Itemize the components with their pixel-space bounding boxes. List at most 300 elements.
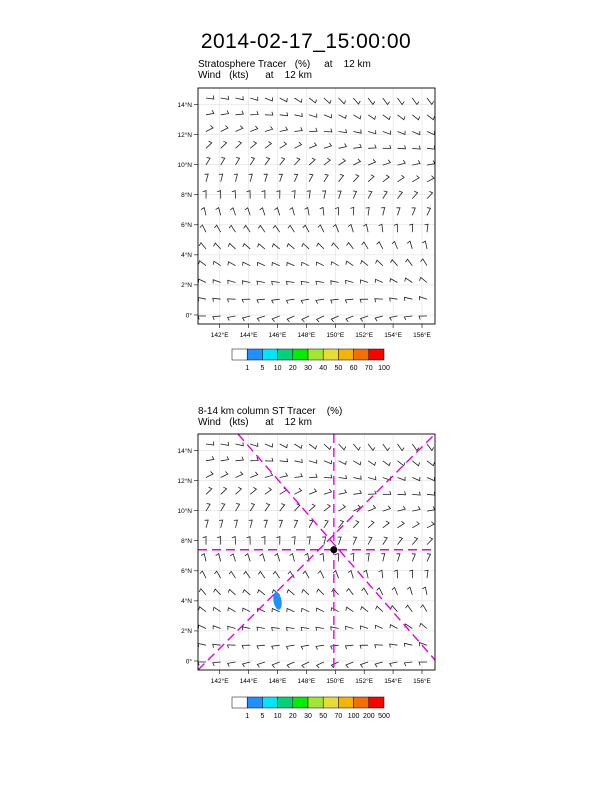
wind-barb	[412, 477, 420, 481]
lat-tick-label: 6°N	[181, 568, 192, 576]
wind-barb	[294, 488, 301, 494]
wind-barb	[294, 444, 302, 448]
wind-barb	[294, 113, 302, 117]
lon-tick-label: 150°E	[326, 332, 345, 339]
wind-barb	[245, 208, 250, 216]
wind-barb	[250, 457, 258, 461]
wind-barb	[368, 115, 376, 120]
wind-barb	[221, 487, 227, 494]
wind-barb	[375, 645, 383, 649]
colorbar-swatch	[369, 349, 384, 360]
wind-barb	[348, 225, 353, 233]
wind-barb	[346, 316, 353, 322]
wind-barb	[405, 297, 413, 301]
wind-barb	[301, 281, 309, 285]
wind-barb	[353, 115, 361, 119]
wind-barb	[425, 570, 429, 578]
wind-barb	[353, 521, 359, 528]
wind-barb	[201, 208, 206, 216]
wind-barb	[383, 175, 389, 182]
wind-barb	[302, 244, 309, 249]
wind-barb	[198, 298, 206, 302]
colorbar-label: 50	[319, 713, 328, 720]
wind-barb	[427, 522, 434, 528]
wind-barb	[390, 279, 398, 283]
wind-barb	[265, 97, 273, 101]
wind-barb	[236, 158, 240, 166]
colorbar-swatch	[354, 697, 369, 708]
wind-barb	[250, 504, 254, 512]
wind-barb	[250, 111, 258, 115]
wind-barb	[257, 316, 265, 321]
wind-barb	[309, 520, 313, 528]
lat-tick-label: 10°N	[177, 161, 192, 169]
wind-barb	[390, 644, 398, 648]
wind-barb	[405, 643, 413, 647]
wind-barb	[346, 626, 354, 630]
wind-barb	[236, 472, 243, 478]
wind-barb	[412, 160, 420, 165]
wind-barb	[339, 159, 346, 166]
wind-barb	[258, 590, 265, 595]
wind-barb	[273, 226, 280, 233]
wind-barb	[206, 125, 213, 131]
wind-barb	[206, 471, 213, 477]
wind-barb	[309, 460, 317, 464]
wind-barb	[244, 226, 251, 233]
wind-barb	[368, 505, 375, 511]
wind-barb	[398, 175, 405, 182]
wind-barb	[305, 208, 310, 216]
wind-barb	[302, 262, 310, 266]
wind-barb	[339, 444, 346, 450]
lat-tick-label: 8°N	[181, 538, 192, 546]
wind-barb	[420, 623, 428, 628]
wind-barb	[242, 627, 250, 631]
wind-barb	[345, 299, 353, 303]
colorbar-swatch	[232, 349, 247, 360]
wind-barb	[272, 244, 280, 249]
lon-tick-label: 146°E	[268, 678, 287, 685]
wind-barb	[339, 505, 346, 512]
wind-barb	[375, 299, 383, 303]
wind-barb	[221, 158, 225, 166]
wind-barb	[258, 226, 265, 233]
lat-tick-label: 2°N	[181, 628, 192, 636]
wind-barb	[375, 662, 383, 667]
wind-barb	[287, 299, 295, 303]
wind-barb	[348, 571, 353, 579]
wind-barb	[280, 98, 288, 102]
wind-barb	[398, 115, 406, 120]
wind-barb	[427, 191, 433, 198]
wind-barb	[258, 244, 265, 249]
wind-barb	[398, 131, 406, 135]
wind-barb	[394, 224, 398, 232]
wind-barb	[301, 645, 309, 649]
wind-barb	[335, 553, 339, 561]
wind-barb	[205, 174, 209, 182]
wind-barb	[250, 472, 258, 478]
wind-barb	[335, 207, 339, 215]
wind-barb	[409, 224, 413, 232]
tracer-blob	[272, 591, 283, 610]
wind-barb	[257, 627, 265, 631]
wind-barb	[368, 130, 376, 134]
wind-barb	[272, 299, 280, 303]
wind-barb	[427, 161, 435, 166]
wind-barb	[353, 130, 361, 134]
lat-tick-label: 4°N	[181, 252, 192, 260]
wind-barb	[390, 298, 398, 302]
panel1-subtitle: Wind (kts) at 12 km	[198, 70, 312, 81]
colorbar-label: 20	[288, 713, 297, 720]
wind-barb	[228, 243, 235, 249]
wind-barb	[353, 461, 361, 465]
wind-barb	[427, 444, 434, 450]
wind-barb	[280, 112, 288, 116]
wind-barb	[368, 159, 375, 165]
wind-barb	[199, 589, 206, 595]
wind-barb	[275, 208, 280, 216]
wind-barb	[228, 262, 236, 266]
wind-barb	[316, 281, 324, 285]
wind-barb	[383, 461, 391, 466]
wind-barb	[394, 570, 398, 578]
wind-barb	[353, 175, 359, 182]
wind-barb	[250, 443, 258, 447]
wind-barb	[324, 475, 332, 478]
wind-barb	[236, 457, 244, 461]
wind-barb	[427, 554, 431, 562]
wind-barb	[280, 458, 288, 462]
wind-barb	[392, 242, 398, 249]
wind-barb	[331, 281, 339, 285]
wind-barb	[198, 662, 206, 665]
wind-barb	[228, 316, 236, 321]
wind-barb	[201, 554, 206, 562]
wind-barb	[331, 662, 338, 668]
wind-barb	[381, 554, 385, 562]
lat-tick-label: 8°N	[181, 192, 192, 200]
colorbar-label: 100	[347, 713, 360, 720]
wind-barb	[265, 126, 273, 131]
wind-barb	[294, 127, 302, 131]
wind-barb	[339, 461, 347, 465]
wind-barb	[309, 174, 313, 182]
wind-barb	[383, 160, 391, 165]
wind-barb	[200, 225, 206, 232]
wind-barb	[383, 98, 390, 105]
wind-barb	[346, 261, 354, 266]
wind-barb	[377, 242, 383, 249]
colorbar-label: 20	[288, 365, 297, 372]
wind-barb	[243, 316, 251, 321]
lat-tick-label: 0°	[185, 312, 192, 320]
wind-barb	[375, 316, 383, 321]
wind-barb	[275, 554, 280, 562]
colorbar-swatch	[323, 697, 338, 708]
lat-tick-label: 12°N	[177, 131, 192, 139]
wind-barb	[264, 174, 268, 182]
wind-barb	[396, 554, 400, 562]
wind-barb	[324, 504, 330, 511]
wind-barb	[339, 115, 347, 119]
wind-barb	[309, 504, 315, 511]
wind-barb	[287, 590, 294, 595]
wind-barb	[294, 504, 300, 511]
wind-barb	[406, 605, 413, 612]
wind-barb	[294, 142, 301, 148]
wind-barb	[376, 606, 383, 612]
wind-barb	[287, 627, 295, 631]
wind-barb	[216, 554, 221, 562]
cross-section-line	[198, 434, 435, 670]
colorbar-swatch	[278, 349, 293, 360]
colorbar-swatch	[308, 349, 323, 360]
wind-barb	[324, 114, 332, 118]
wind-barb	[398, 145, 406, 149]
wind-barb	[272, 281, 280, 285]
wind-barb	[427, 461, 435, 466]
wind-barb	[422, 587, 427, 595]
wind-barb	[353, 159, 360, 165]
wind-barb	[427, 98, 434, 104]
wind-barb	[427, 146, 435, 150]
wind-barb	[242, 645, 250, 649]
wind-barb	[427, 131, 435, 135]
wind-barb	[339, 98, 346, 104]
wind-barb	[324, 143, 332, 148]
wind-barb	[309, 474, 317, 478]
wind-barb	[236, 96, 244, 100]
wind-barb	[376, 260, 383, 266]
lon-tick-label: 148°E	[297, 678, 316, 685]
wind-barb	[316, 262, 324, 266]
storm-center-marker	[330, 546, 337, 553]
wind-barb	[427, 176, 434, 182]
wind-barb	[221, 110, 229, 114]
colorbar-swatch	[278, 697, 293, 708]
wind-barb	[412, 176, 419, 182]
map-frame	[198, 88, 435, 324]
wind-barb	[383, 491, 391, 494]
colorbar-swatch	[247, 697, 262, 708]
lon-tick-label: 152°E	[355, 678, 374, 685]
wind-barb	[427, 507, 435, 512]
wind-barb	[412, 461, 419, 466]
wind-barb	[221, 141, 227, 148]
lon-tick-label: 154°E	[384, 678, 402, 685]
wind-barb	[280, 444, 288, 448]
wind-barb	[257, 262, 265, 266]
lat-tick-label: 6°N	[181, 222, 192, 230]
wind-barb	[345, 645, 353, 649]
wind-barb	[287, 263, 295, 267]
wind-barb	[412, 444, 419, 451]
wind-barb	[427, 115, 435, 120]
wind-barb	[265, 488, 272, 495]
wind-barb	[264, 520, 268, 528]
wind-barb	[301, 627, 309, 631]
wind-barb	[404, 316, 412, 320]
wind-barb	[427, 537, 433, 544]
wind-barb	[309, 128, 317, 132]
colorbar-label: 10	[273, 365, 282, 372]
wind-barb	[347, 243, 354, 249]
wind-barb	[243, 590, 250, 595]
wind-barb	[339, 174, 344, 181]
wind-barb	[198, 644, 206, 648]
panel2-subtitle: Wind (kts) at 12 km	[198, 417, 312, 428]
wind-barb	[419, 297, 427, 301]
wind-barb	[391, 260, 398, 266]
wind-barb	[301, 299, 309, 303]
wind-barb	[303, 225, 309, 232]
wind-barb	[421, 605, 428, 612]
wind-barb	[257, 662, 265, 667]
wind-barb	[422, 241, 427, 249]
wind-barb	[265, 472, 273, 477]
wind-barb	[309, 444, 317, 449]
wind-barb	[230, 554, 235, 562]
wind-barb	[375, 625, 383, 629]
wind-barb	[206, 504, 210, 512]
colorbar-label: 10	[273, 713, 282, 720]
panel1-colorbar	[232, 349, 390, 372]
wind-barb	[353, 98, 360, 104]
wind-barb	[287, 316, 294, 322]
wind-barb	[333, 225, 339, 233]
wind-barb	[412, 98, 419, 105]
wind-barb	[405, 278, 413, 283]
wind-barb	[383, 115, 391, 120]
colorbar-swatch	[338, 697, 353, 708]
wind-barb	[339, 129, 347, 133]
wind-barb	[427, 208, 431, 216]
wind-barb	[309, 98, 317, 103]
wind-barb	[398, 160, 406, 165]
wind-barb	[243, 608, 251, 612]
wind-barb	[294, 520, 298, 528]
wind-barb	[368, 444, 375, 450]
wind-barb	[398, 477, 406, 481]
wind-barb	[206, 487, 212, 494]
lon-tick-label: 144°E	[239, 678, 258, 685]
wind-barb	[205, 520, 209, 528]
colorbar-label: 30	[304, 713, 312, 720]
wind-barb	[236, 442, 244, 446]
wind-barb	[257, 281, 265, 285]
panel1-title: Stratosphere Tracer (%) at 12 km	[198, 59, 371, 70]
colorbar-label: 50	[334, 365, 343, 372]
panel2-map	[177, 434, 435, 685]
wind-barb	[383, 521, 389, 528]
wind-barb	[279, 520, 283, 528]
wind-barb	[391, 606, 398, 612]
wind-barb	[398, 461, 406, 466]
wind-barb	[198, 279, 206, 283]
wind-barb	[290, 208, 295, 216]
wind-barb	[324, 98, 331, 103]
wind-barb	[324, 520, 328, 528]
lat-tick-label: 12°N	[177, 477, 192, 485]
wind-barb	[353, 490, 361, 494]
wind-barb	[243, 662, 251, 667]
wind-barb	[412, 146, 420, 150]
wind-barb	[265, 443, 273, 447]
wind-barb	[339, 144, 347, 149]
wind-barb	[287, 609, 295, 613]
wind-barb	[324, 158, 330, 165]
wind-barb	[324, 444, 331, 449]
wind-barb	[398, 491, 406, 495]
wind-barb	[427, 492, 435, 496]
wind-barb	[302, 662, 309, 668]
wind-barb	[229, 225, 236, 232]
wind-barb	[294, 174, 298, 182]
wind-barb	[318, 225, 324, 232]
colorbar-label: 40	[319, 365, 328, 372]
wind-barb	[198, 625, 206, 629]
colorbar-label: 70	[364, 365, 373, 372]
wind-barb	[206, 456, 214, 461]
wind-barb	[309, 114, 317, 118]
wind-barb	[294, 459, 302, 463]
wind-barb	[280, 158, 285, 166]
wind-barb	[287, 662, 294, 668]
wind-barb	[260, 554, 265, 562]
wind-barb	[407, 241, 412, 249]
wind-barb	[368, 175, 374, 182]
wind-barb	[206, 442, 214, 446]
wind-barb	[228, 662, 236, 667]
wind-barb	[316, 299, 324, 303]
wind-barb	[324, 489, 332, 494]
colorbar-label: 100	[378, 365, 390, 372]
wind-barb	[398, 444, 405, 451]
wind-barb	[383, 506, 391, 511]
wind-barb	[412, 115, 419, 120]
wind-barb	[265, 504, 270, 512]
colorbar-swatch	[232, 697, 247, 708]
wind-barb	[407, 587, 412, 595]
wind-barb	[346, 607, 354, 612]
wind-barb	[199, 243, 206, 249]
wind-barb	[250, 126, 258, 132]
wind-barb	[260, 208, 265, 216]
wind-barb	[236, 504, 240, 512]
wind-barb	[317, 589, 324, 595]
wind-barb	[236, 487, 242, 494]
colorbar-swatch	[293, 697, 308, 708]
wind-barb	[350, 207, 354, 215]
wind-barb	[419, 662, 427, 666]
wind-barb	[243, 244, 250, 249]
wind-barb	[350, 553, 354, 561]
wind-barb	[383, 444, 390, 451]
colorbar-label: 1	[245, 713, 250, 720]
wind-barb	[236, 141, 242, 148]
wind-barb	[412, 554, 416, 562]
wind-barb	[280, 473, 288, 478]
wind-barb	[249, 520, 253, 528]
lat-tick-label: 2°N	[181, 282, 192, 290]
wind-barb	[383, 145, 391, 148]
wind-barb	[390, 625, 398, 629]
wind-barb	[228, 280, 236, 284]
wind-barb	[228, 299, 236, 302]
